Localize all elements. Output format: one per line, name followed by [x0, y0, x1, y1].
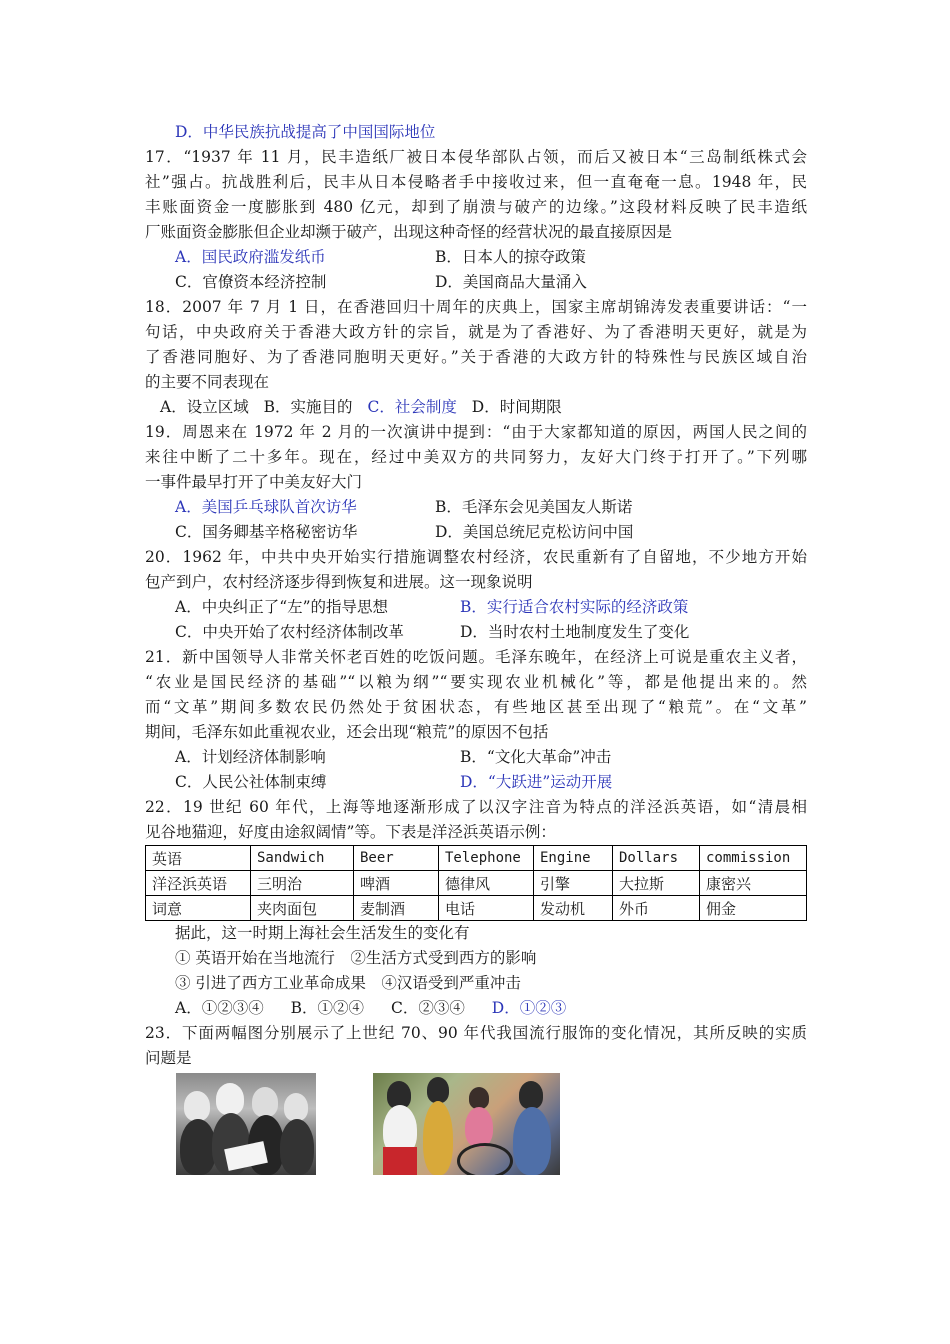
question-17: [145, 145, 807, 295]
q19-stem-line: 19．周恩来在 1972 年 2 月的一次演讲中提到：“由于大家都知道的原因，两国人民之间的: [145, 423, 807, 441]
q22-option-c: C．②③④: [390, 999, 465, 1017]
q22-option-d: D．①②③: [491, 999, 567, 1017]
q21-stem-line: “农业是国民经济的基础”“以粮为纲”“要实现农业机械化”等，都是他提出来的。然: [145, 673, 807, 691]
question-22: [145, 795, 807, 1021]
q17-option-d: D．美国商品大量涌入: [435, 273, 587, 291]
table-cell: 大拉斯: [613, 871, 700, 896]
q21-stem-line: 而“文革”期间多数农民仍然处于贫困状态，有些地区甚至出现了“粮荒”。在“文革”: [145, 698, 807, 716]
q17-option-b: B．日本人的掠夺政策: [435, 248, 586, 266]
table-cell: 英语: [146, 846, 251, 871]
photo-1990s-clothing: [373, 1073, 560, 1175]
table-cell: 夹肉面包: [251, 896, 354, 921]
q18-stem-line: 了香港同胞好、为了香港同胞明天更好。”关于香港的大政方针的特殊性与民族区域自治: [145, 348, 807, 366]
question-19: [145, 420, 807, 545]
q20-option-a: A．中央纠正了“左”的指导思想: [175, 598, 389, 616]
table-cell: commission: [700, 846, 807, 871]
q22-statement: ① 英语开始在当地流行 ②生活方式受到西方的影响: [175, 949, 537, 967]
q17-option-a: A．国民政府滥发纸币: [175, 248, 326, 266]
table-row: [146, 846, 807, 871]
question-21: [145, 645, 807, 795]
question-18: [145, 295, 807, 420]
q20-option-d: D．当时农村土地制度发生了变化: [460, 623, 690, 641]
q22-followup: 据此，这一时期上海社会生活发生的变化有: [175, 924, 470, 942]
q18-stem-line: 的主要不同表现在: [145, 373, 270, 391]
q19-option-a: A．美国乒乓球队首次访华: [175, 498, 357, 516]
q18-option-c: C．社会制度: [367, 398, 457, 416]
table-cell: 词意: [146, 896, 251, 921]
q22-stem-line: 见谷地猫迎，好度由途叙阔情”等。下表是洋泾浜英语示例：: [145, 823, 556, 841]
q17-stem-line: 社”强占。抗战胜利后，民丰从日本侵略者手中接收过来，但一直奄奄一息。1948 年，民: [145, 173, 807, 191]
q19-option-c: C．国务卿基辛格秘密访华: [175, 523, 358, 541]
table-cell: 三明治: [251, 871, 354, 896]
table-cell: 发动机: [534, 896, 613, 921]
q19-stem-line: 来往中断了二十多年。现在，经过中美双方的共同努力，友好大门终于打开了。”下列哪: [145, 448, 807, 466]
q18-option-b: B．实施目的: [263, 398, 353, 416]
table-row: [146, 871, 807, 896]
table-cell: Beer: [354, 846, 439, 871]
table-cell: 洋泾浜英语: [146, 871, 251, 896]
table-cell: Dollars: [613, 846, 700, 871]
q21-option-d: D．“大跃进”运动开展: [460, 773, 613, 791]
q19-option-d: D．美国总统尼克松访问中国: [435, 523, 634, 541]
table-row: [146, 896, 807, 921]
q20-option-c: C．中央开始了农村经济体制改革: [175, 623, 404, 641]
question-20: [145, 545, 807, 645]
q19-stem-line: 一事件最早打开了中美友好大门: [145, 473, 363, 491]
q18-stem-line: 18．2007 年 7 月 1 日，在香港回归十周年的庆典上，国家主席胡锦涛发表重要讲话：“一: [145, 298, 807, 316]
photo-1970s-clothing: [176, 1073, 316, 1175]
q20-stem-line: 20．1962 年，中共中央开始实行措施调整农村经济，农民重新有了自留地，不少地方开始: [145, 548, 807, 566]
q18-option-a: A．设立区域: [160, 398, 249, 416]
q18-option-d: D．时间期限: [471, 398, 562, 416]
table-cell: 康密兴: [700, 871, 807, 896]
q23-stem-line: 23．下面两幅图分别展示了上世纪 70、90 年代我国流行服饰的变化情况，其所反映的实质: [145, 1024, 807, 1042]
q17-stem-line: 丰账面资金一度膨胀到 480 亿元，却到了崩溃与破产的边缘。”这段材料反映了民丰造纸: [145, 198, 807, 216]
q17-stem-line: 厂账面资金膨胀但企业却濒于破产，出现这种奇怪的经营状况的最直接原因是: [145, 223, 673, 241]
q21-option-a: A．计划经济体制影响: [175, 748, 326, 766]
question-23: [145, 1021, 807, 1183]
q17-stem-line: 17．“1937 年 11 月，民丰造纸厂被日本侵华部队占领，而后又被日本“三岛制纸株式会: [145, 148, 807, 166]
photos-row: [145, 1073, 807, 1183]
exam-page: [145, 120, 807, 1183]
q20-option-b: B．实行适合农村实际的经济政策: [460, 598, 689, 616]
table-cell: 电话: [439, 896, 534, 921]
table-cell: 德律风: [439, 871, 534, 896]
table-cell: 佣金: [700, 896, 807, 921]
q22-stem-line: 22．19 世纪 60 年代，上海等地逐渐形成了以汉字注音为特点的洋泾浜英语，如“清晨相: [145, 798, 807, 816]
q20-stem-line: 包产到户，农村经济逐步得到恢复和进展。这一现象说明: [145, 573, 533, 591]
q16-option-d: D．中华民族抗战提高了中国国际地位: [175, 123, 436, 141]
table-cell: 引擎: [534, 871, 613, 896]
q21-option-b: B．“文化大革命”冲击: [460, 748, 612, 766]
q21-stem-line: 期间，毛泽东如此重视农业，还会出现“粮荒”的原因不包括: [145, 723, 549, 741]
q21-stem-line: 21．新中国领导人非常关怀老百姓的吃饭问题。毛泽东晚年，在经济上可说是重农主义者，: [145, 648, 807, 666]
table-cell: 外币: [613, 896, 700, 921]
q22-option-b: B．①②④: [290, 999, 365, 1017]
q18-stem-line: 句话，中央政府关于香港大政方针的宗旨，就是为了香港好、为了香港明天更好，就是为: [145, 323, 807, 341]
q22-statement: ③ 引进了西方工业革命成果 ④汉语受到严重冲击: [175, 974, 521, 992]
table-cell: 麦制酒: [354, 896, 439, 921]
table-cell: Telephone: [439, 846, 534, 871]
pidgin-english-table: [145, 845, 807, 921]
table-cell: Sandwich: [251, 846, 354, 871]
q21-option-c: C．人民公社体制束缚: [175, 773, 327, 791]
table-cell: 啤酒: [354, 871, 439, 896]
q22-option-a: A．①②③④: [175, 999, 264, 1017]
q19-option-b: B．毛泽东会见美国友人斯诺: [435, 498, 633, 516]
q17-option-c: C．官僚资本经济控制: [175, 273, 327, 291]
q23-stem-line: 问题是: [145, 1049, 192, 1067]
table-cell: Engine: [534, 846, 613, 871]
